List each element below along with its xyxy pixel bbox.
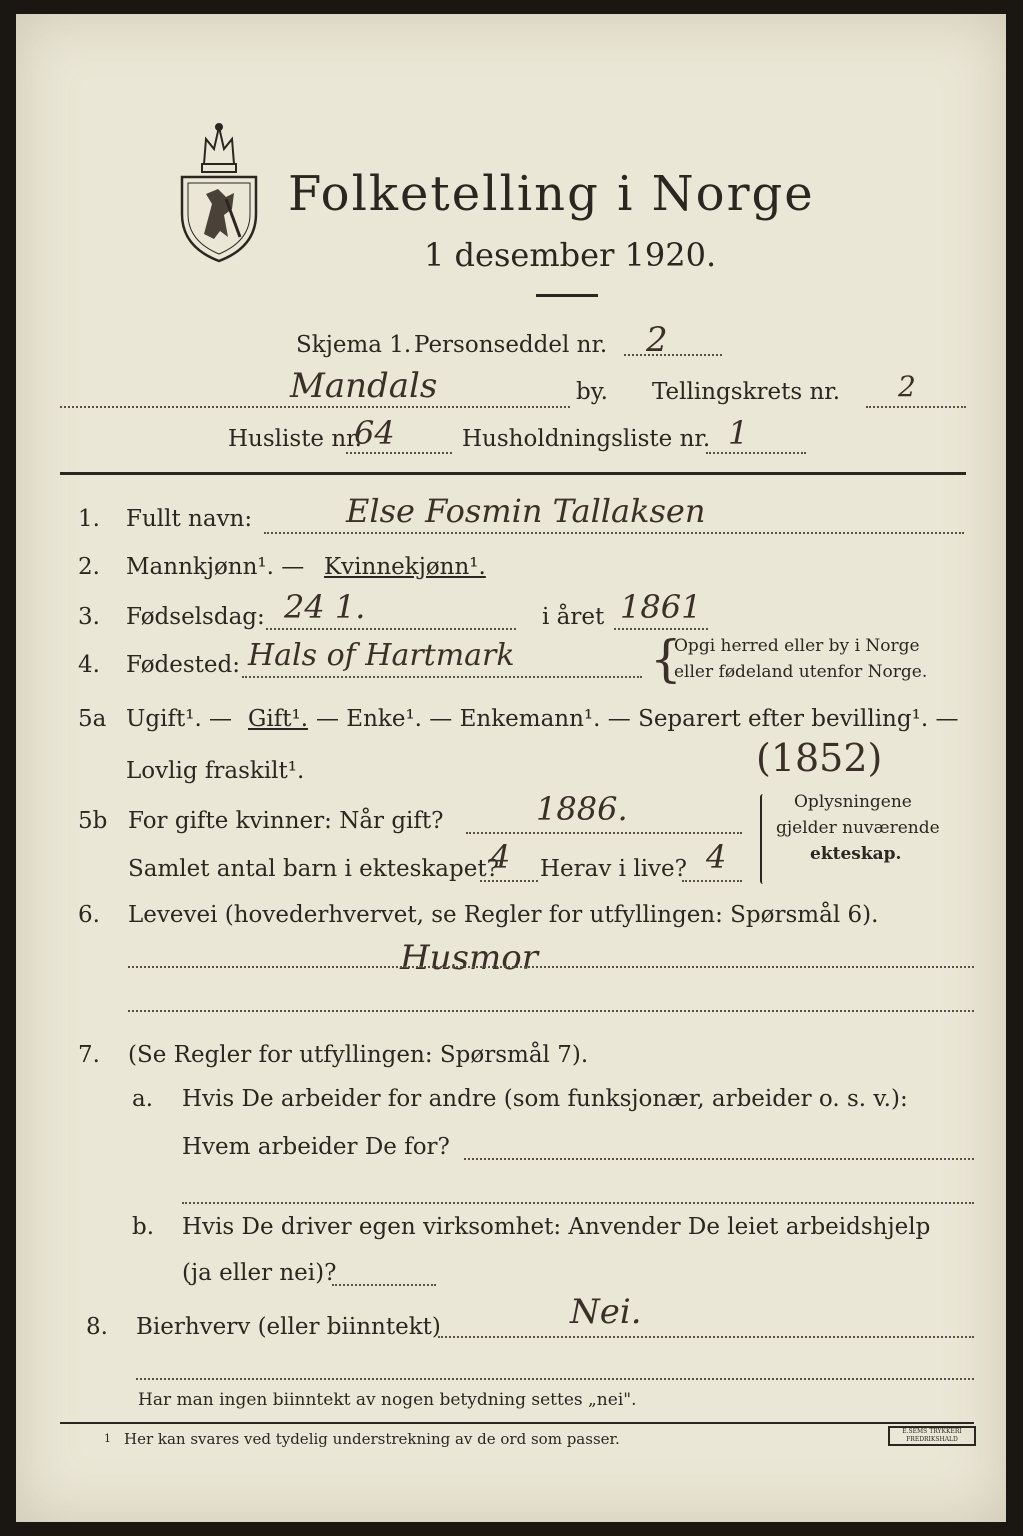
alive-field[interactable]: 4 (706, 838, 727, 876)
footnote-text: Her kan svares ved tydelig understrekning av de ord som passer. (124, 1430, 620, 1448)
personseddel-field[interactable]: 2 (646, 320, 668, 360)
skjema-label: Skjema 1. (296, 332, 412, 358)
children-label: Samlet antal barn i ekteskapet? (128, 856, 499, 882)
q1-number: 1. (78, 506, 100, 532)
q8-number: 8. (86, 1314, 108, 1340)
personseddel-label: Personseddel nr. (414, 332, 608, 358)
q7a-text: Hvis De arbeider for andre (som funksjonær, arbeider o. s. v.): (182, 1086, 908, 1112)
when-married-label: For gifte kvinner: Når gift? (128, 808, 444, 834)
when-married-line (466, 832, 742, 834)
birthday-field[interactable]: 24 1. (284, 588, 366, 626)
q6-line-1 (128, 966, 974, 968)
alive-line (682, 880, 742, 882)
tellingskrets-field[interactable]: 2 (898, 370, 916, 403)
q1-label: Fullt navn: (126, 506, 253, 532)
q5b-bracket (760, 794, 766, 884)
q4-label: Fødested: (126, 652, 241, 678)
town-field[interactable]: Mandals (290, 366, 438, 406)
occupation-field[interactable]: Husmor (400, 938, 538, 978)
q4-note-1: Opgi herred eller by i Norge (674, 636, 920, 656)
children-line (480, 880, 538, 882)
q7a-line-2 (182, 1202, 974, 1204)
annotation-1852: (1852) (756, 736, 883, 780)
q8-label: Bierhverv (eller biinntekt) (136, 1314, 441, 1340)
husliste-field[interactable]: 64 (354, 414, 395, 452)
children-field[interactable]: 4 (490, 838, 511, 876)
q3-number: 3. (78, 604, 100, 630)
husholdning-line (706, 452, 806, 454)
q4-number: 4. (78, 652, 100, 678)
female-option-selected[interactable]: Kvinnekjønn¹. (324, 554, 486, 580)
coat-of-arms-icon (174, 119, 264, 264)
birthplace-field[interactable]: Hals of Hartmark (248, 638, 515, 673)
tellingskrets-line (866, 406, 966, 408)
by-label: by. (576, 379, 608, 405)
census-form (16, 14, 1006, 1522)
q7b-sub: (ja eller nei)? (182, 1260, 337, 1286)
q4-line (242, 676, 642, 678)
q5b-note-3: ekteskap. (810, 844, 902, 864)
q6-number: 6. (78, 902, 100, 928)
q6-label: Levevei (hovederhvervet, se Regler for utfyllingen: Spørsmål 6). (128, 902, 879, 928)
q8-line-2 (136, 1378, 974, 1380)
marital-other-options[interactable]: — Enke¹. — Enkemann¹. — Separert efter bevilling¹. — (316, 706, 959, 732)
year-label: i året (542, 604, 605, 630)
male-option[interactable]: Mannkjønn¹. — (126, 554, 305, 580)
footer-note: Har man ingen biinntekt av nogen betydning settes „nei". (138, 1390, 637, 1410)
footnote-number: 1 (104, 1432, 111, 1445)
q2-number: 2. (78, 554, 100, 580)
footer-rule (60, 1422, 974, 1424)
title-divider (536, 294, 598, 297)
q5b-note-2: gjelder nuværende (776, 818, 940, 838)
personseddel-line (624, 354, 722, 356)
husliste-line (346, 452, 452, 454)
q5b-number: 5b (78, 808, 108, 834)
hired-help-field[interactable] (332, 1284, 436, 1286)
printer-mark: E.SEMS TRYKKERI FREDRIKSHALD (888, 1426, 976, 1446)
divorced-option[interactable]: Lovlig fraskilt¹. (126, 758, 305, 784)
full-name-field[interactable]: Else Fosmin Tallaksen (346, 492, 706, 530)
q7a-sub: Hvem arbeider De for? (182, 1134, 450, 1160)
census-date: 1 desember 1920. (424, 236, 717, 274)
page-title: Folketelling i Norge (288, 166, 815, 222)
birth-year-field[interactable]: 1861 (620, 588, 702, 626)
q3-label: Fødselsdag: (126, 604, 265, 630)
employer-field[interactable] (464, 1158, 974, 1160)
husholdning-label: Husholdningsliste nr. (462, 426, 711, 452)
unmarried-option[interactable]: Ugift¹. — (126, 706, 233, 732)
q1-line (264, 532, 964, 534)
q7-number: 7. (78, 1042, 100, 1068)
q3-line (266, 628, 516, 630)
alive-label: Herav i live? (540, 856, 687, 882)
q5b-note-1: Oplysningene (794, 792, 912, 812)
q7a-letter: a. (132, 1086, 154, 1112)
q4-brace: { (650, 630, 682, 688)
tellingskrets-label: Tellingskrets nr. (652, 379, 841, 405)
q8-line (438, 1336, 974, 1338)
town-line (60, 406, 570, 408)
husliste-label: Husliste nr. (228, 426, 362, 452)
q7-label: (Se Regler for utfyllingen: Spørsmål 7). (128, 1042, 589, 1068)
husholdning-field[interactable]: 1 (728, 414, 749, 452)
header-rule (60, 472, 966, 475)
when-married-field[interactable]: 1886. (536, 790, 628, 828)
q7b-text: Hvis De driver egen virksomhet: Anvender De leiet arbeidshjelp (182, 1214, 931, 1240)
married-option-selected[interactable]: Gift¹. (248, 706, 309, 732)
q4-note-2: eller fødeland utenfor Norge. (674, 662, 928, 682)
side-income-field[interactable]: Nei. (570, 1292, 642, 1332)
q7b-letter: b. (132, 1214, 155, 1240)
q6-line-2 (128, 1010, 974, 1012)
q5a-number: 5a (78, 706, 107, 732)
